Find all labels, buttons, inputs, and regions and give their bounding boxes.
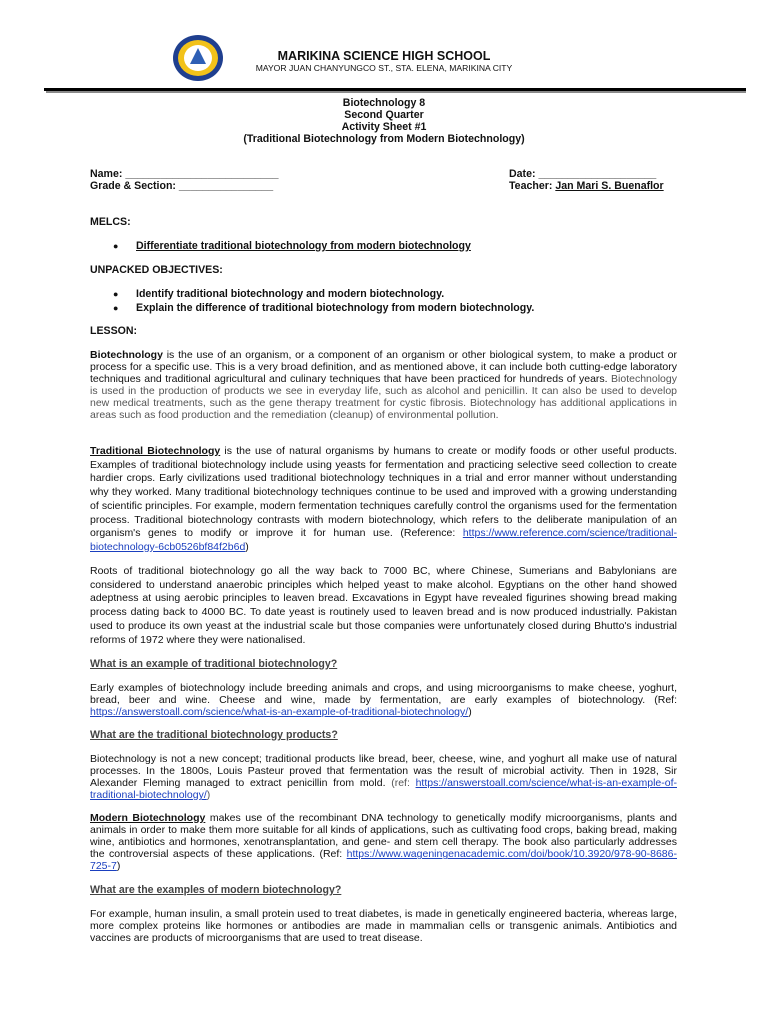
term-modern-biotechnology: Modern Biotechnology xyxy=(90,812,206,824)
date-label: Date: xyxy=(509,168,536,180)
teacher-label: Teacher: xyxy=(509,180,553,192)
quarter-title: Second Quarter xyxy=(344,109,424,121)
topic-title: (Traditional Biotechnology from Modern Biotechnology) xyxy=(243,133,525,145)
melcs-heading: MELCS: xyxy=(90,216,131,228)
modern-biotechnology-paragraph: Modern Biotechnology makes use of the recombinant DNA technology to genetically modify microorganisms, plants and animals in order to make them more suitable for all kinds of applications, such as cultivating food crops, baking bread, making wine, antibiotics and hormones, xenotransplantation, and gene- and stem cell therapy. The book also particularly addresses the controversial aspects of these applications. (Ref: https://www.wageningenacademic.com/doi/book/10.3920/978-90-8686-725-7) xyxy=(90,812,677,873)
subject-title: Biotechnology 8 xyxy=(342,97,426,109)
traditional-biotechnology-paragraph: Traditional Biotechnology is the use of natural organisms by humans to create or modify foods or other useful products. Examples of traditional biotechnology include using yeasts for fermentation and practicing selective seed collection to create hardier crops. Early civilizations used traditional biotechnology techniques in a trial and error manner without understanding why they worked. Many traditional biotechnology techniques continue to be used and improved with a growing understanding of scientific principles. For example, modern fermentation techniques carefully control the organisms used for the fermentation process. Traditional biotechnology contrasts with modern biotechnology, which refers to the deliberate manipulation of an organism's genes to modify or improve it for human use. (Reference: https://www.reference.com/science/traditional-biotechnology-6cb0526bf84f2b6d) xyxy=(90,445,677,553)
grade-blank: ________________ xyxy=(178,180,274,192)
traditional-products-paragraph: Biotechnology is not a new concept; traditional products like bread, beer, cheese, wine, and yoghurt all make use of natural processes. In the 1800s, Louis Pasteur proved that fermentation was the result of microbial activity. Then in 1928, Sir Alexander Fleming managed to extract penicillin from mold. (ref: https://answerstoall.com/science/what-is-an-example-of-traditional-biotechnology/) xyxy=(90,753,677,802)
bullet-icon: ● xyxy=(113,303,119,313)
teacher-name: Jan Mari S. Buenaflor xyxy=(555,180,664,192)
name-blank: __________________________ xyxy=(125,168,279,180)
lesson-heading: LESSON: xyxy=(90,325,138,337)
biotechnology-definition-paragraph: Biotechnology is the use of an organism, or a component of an organism or other biological system, to make a product or process for a specific use. This is a very broad definition, and as mentioned above, it can include both cutting-edge laboratory techniques and traditional agricultural and culinary techniques that have been practiced for hundreds of years. Biotechnology is used in the production of products we see in everyday life, such as alcohol and penicillin. It can also be used to develop new medical treatments, such as the gene therapy treatment for cystic fibrosis. Biotechnology has additional applications in areas such as food production and the remediation (cleanup) of environmental pollution. xyxy=(90,349,677,422)
date-field xyxy=(509,168,656,180)
bullet-icon: ● xyxy=(113,241,119,251)
objective-item: Identify traditional biotechnology and modern biotechnology. xyxy=(136,288,445,300)
modern-examples-paragraph: For example, human insulin, a small protein used to treat diabetes, is made in genetically engineered bacteria, whereas large, more complex proteins like hormones or antibodies are made in mammalian cells or transgenic animals. Antibiotics and vaccines are products of microorganisms that are used to treat disease. xyxy=(90,908,677,945)
answerstoall-link[interactable]: https://answerstoall.com/science/what-is-an-example-of-traditional-biotechnology/ xyxy=(90,777,677,802)
date-blank: ____________________ xyxy=(538,168,657,180)
header-divider-shadow xyxy=(46,91,746,93)
teacher-field xyxy=(509,180,664,192)
reference-link[interactable]: https://www.reference.com/science/traditional-biotechnology-6cb0526bf84f2b6d xyxy=(90,527,677,553)
early-examples-paragraph: Early examples of biotechnology include breeding animals and crops, and using microorganisms to make cheese, yoghurt, bread, beer and wine. Cheese and wine, made by fermentation, are early examples of biotechnology. (Ref: https://answerstoall.com/science/what-is-an-example-of-traditional-biotechnology/) xyxy=(90,682,677,719)
wageningen-link[interactable]: https://www.wageningenacademic.com/doi/book/10.3920/978-90-8686-725-7 xyxy=(90,848,677,873)
school-name: MARIKINA SCIENCE HIGH SCHOOL xyxy=(277,49,491,63)
school-address: MAYOR JUAN CHANYUNGCO ST., STA. ELENA, MARIKINA CITY xyxy=(255,63,513,73)
objective-item: Explain the difference of traditional biotechnology from modern biotechnology. xyxy=(136,302,535,314)
name-field xyxy=(90,168,279,180)
bullet-icon: ● xyxy=(113,289,119,299)
grade-label: Grade & Section: xyxy=(90,180,176,192)
roots-paragraph: Roots of traditional biotechnology go all the way back to 7000 BC, where Chinese, Sumerians and Babylonians are considered to understand anaerobic principles which helped yeast to make alcohol. Egyptians on the other hand showed adeptness at using aerobic principles to leaven bread. Excavations in Egypt have revealed figurines showing bread making process dating back to 4000 BC. To date yeast is routinely used to leaven bread and is now produced industrially. Pakistan used to produce its own yeast at the industrial scale but those companies were unfortunately closed during Bhutto's industrial reforms of 1972 where they were nationalised. xyxy=(90,565,677,646)
school-seal-logo xyxy=(171,35,225,81)
melc-item: Differentiate traditional biotechnology from modern biotechnology xyxy=(136,240,471,252)
question-heading: What are the examples of modern biotechnology? xyxy=(90,884,342,896)
term-biotechnology: Biotechnology xyxy=(90,349,163,361)
objectives-heading: UNPACKED OBJECTIVES: xyxy=(90,264,223,276)
name-label: Name: xyxy=(90,168,123,180)
answerstoall-link[interactable]: https://answerstoall.com/science/what-is-an-example-of-traditional-biotechnology/ xyxy=(90,706,469,719)
term-traditional-biotechnology: Traditional Biotechnology xyxy=(90,445,221,457)
question-heading: What are the traditional biotechnology products? xyxy=(90,729,338,741)
activity-title: Activity Sheet #1 xyxy=(341,121,427,133)
grade-section-field xyxy=(90,180,273,192)
question-heading: What is an example of traditional biotechnology? xyxy=(90,658,338,670)
